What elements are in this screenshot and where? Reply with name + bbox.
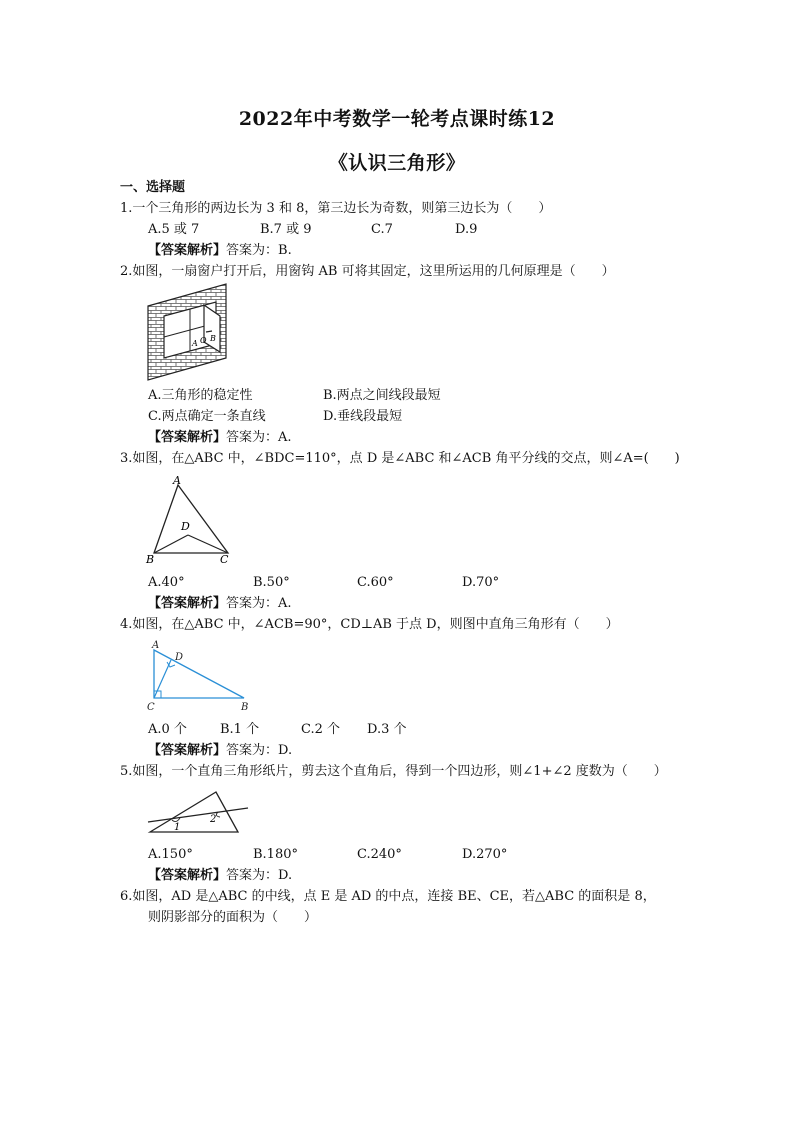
figure-label-o: O	[200, 336, 207, 345]
figure-label-a: A	[173, 475, 181, 487]
answer-text: 答案为：A.	[226, 596, 292, 611]
question-4-option-b: B.1 个	[220, 722, 260, 737]
answer-label: 【答案解析】	[148, 596, 227, 611]
figure-label-c: C	[147, 702, 155, 713]
question-4-option-c: C.2 个	[301, 722, 341, 737]
question-2-option-a: A.三角形的稳定性	[148, 388, 253, 403]
question-4-answer	[148, 743, 292, 759]
question-5-option-c: C.240°	[357, 847, 402, 862]
figure-label-b: B	[210, 334, 216, 343]
figure-label-b: B	[146, 553, 155, 565]
question-1-option-c: C.7	[371, 222, 393, 237]
answer-label: 【答案解析】	[148, 430, 227, 445]
cut-triangle-figure	[144, 786, 254, 836]
question-4-option-a: A.0 个	[148, 722, 187, 737]
right-triangle-figure	[144, 638, 254, 714]
section-heading: 一、选择题	[120, 180, 186, 195]
question-3-option-b: B.50°	[253, 575, 290, 590]
answer-text: 答案为：B.	[226, 243, 292, 258]
question-1-option-b: B.7 或 9	[260, 222, 312, 237]
page-subtitle: 《认识三角形》	[328, 152, 466, 174]
question-5-answer	[148, 868, 292, 884]
question-3-option-d: D.70°	[462, 575, 500, 590]
question-2-stem: 2.如图，一扇窗户打开后，用窗钩 AB 可将其固定，这里所运用的几何原理是（ ）	[120, 264, 615, 279]
figure-label-a: A	[152, 640, 160, 651]
question-2-answer	[148, 430, 292, 446]
question-3-stem: 3.如图，在△ABC 中，∠BDC=110°，点 D 是∠ABC 和∠ACB 角平分线的交点，则∠A=( )	[120, 451, 680, 466]
triangle-abc-figure	[144, 475, 238, 565]
answer-label: 【答案解析】	[148, 743, 227, 758]
question-5-option-a: A.150°	[148, 847, 193, 862]
question-3-answer	[148, 596, 292, 612]
answer-text: 答案为：A.	[226, 430, 292, 445]
question-5-option-b: B.180°	[253, 847, 298, 862]
answer-text: 答案为：D.	[226, 868, 293, 883]
question-1-option-d: D.9	[455, 222, 478, 237]
figure-label-b: B	[241, 702, 249, 713]
question-5-stem: 5.如图，一个直角三角形纸片，剪去这个直角后，得到一个四边形，则∠1+∠2 度数为（ ）	[120, 764, 667, 779]
figure-label-d: D	[175, 652, 184, 663]
question-2-option-c: C.两点确定一条直线	[148, 409, 266, 424]
angle-label-1: 1	[174, 822, 181, 833]
figure-label-a: A	[192, 339, 198, 348]
question-2-option-d: D.垂线段最短	[323, 409, 403, 424]
window-figure	[146, 282, 230, 382]
question-3-option-c: C.60°	[357, 575, 394, 590]
page-title: 2022年中考数学一轮考点课时练12	[238, 108, 556, 130]
question-5-option-d: D.270°	[462, 847, 508, 862]
figure-label-c: C	[220, 553, 229, 565]
answer-label: 【答案解析】	[148, 868, 227, 883]
figure-label-d: D	[181, 520, 190, 533]
question-3-option-a: A.40°	[148, 575, 185, 590]
question-6-stem: 6.如图，AD 是△ABC 的中线，点 E 是 AD 的中点，连接 BE、CE，若△ABC 的面积是 8，	[120, 889, 656, 904]
question-1-option-a: A.5 或 7	[148, 222, 200, 237]
question-2-option-b: B.两点之间线段最短	[323, 388, 441, 403]
question-4-stem: 4.如图，在△ABC 中，∠ACB=90°，CD⊥AB 于点 D，则图中直角三角形有（ ）	[120, 617, 619, 632]
question-4-option-d: D.3 个	[367, 722, 407, 737]
question-1-stem: 1.一个三角形的两边长为 3 和 8，第三边长为奇数，则第三边长为（ ）	[120, 201, 552, 216]
answer-text: 答案为：D.	[226, 743, 293, 758]
question-1-answer	[148, 243, 292, 259]
answer-label: 【答案解析】	[148, 243, 227, 258]
question-6-stem-continued: 则阴影部分的面积为（ ）	[148, 910, 318, 925]
angle-label-2: 2	[210, 814, 217, 825]
